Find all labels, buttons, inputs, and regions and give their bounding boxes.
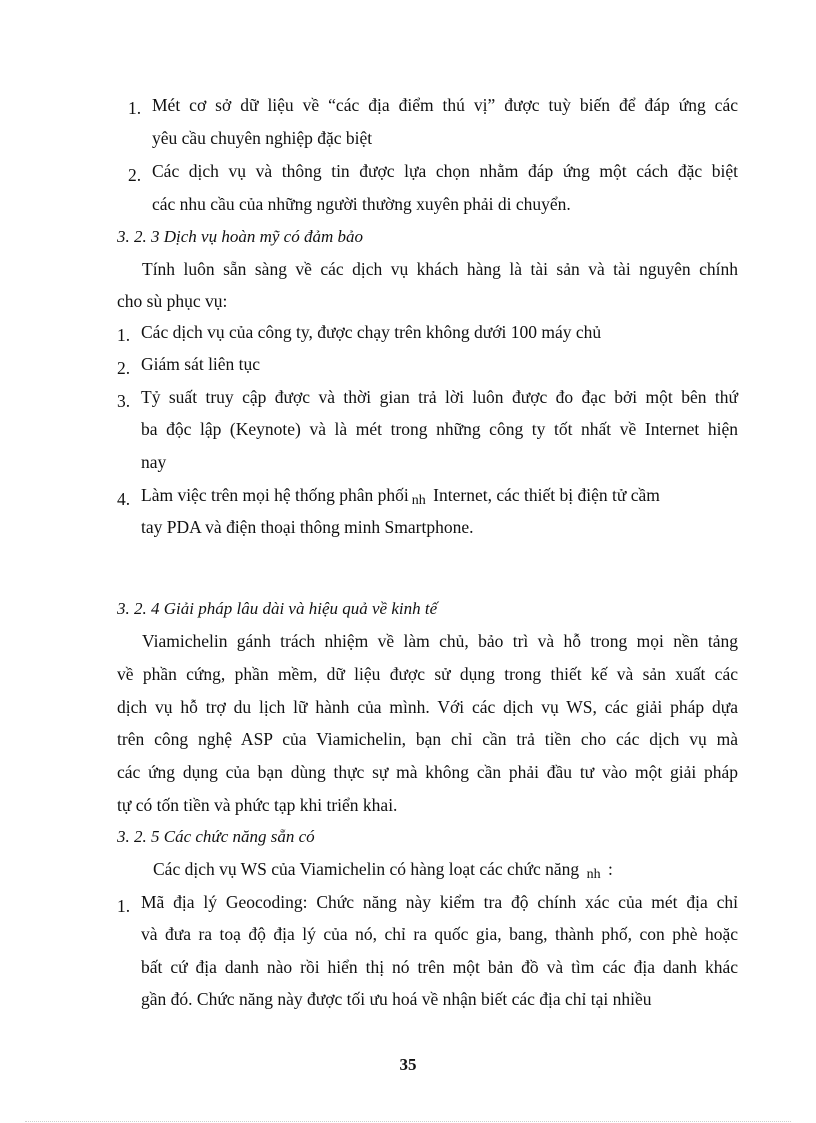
paragraph-line bbox=[153, 858, 613, 886]
paragraph-line: tự có tốn tiền và phức tạp khi triển khai. bbox=[117, 795, 398, 815]
list-item-text: các nhu cầu của những người thường xuyên phải di chuyển. bbox=[152, 194, 571, 214]
list-item-text: Các dịch vụ của công ty, được chạy trên không dưới 100 máy chủ bbox=[141, 322, 602, 342]
text-run: Các dịch vụ WS của Viamichelin có hàng loạt các chức năng bbox=[153, 859, 580, 879]
subscript-run: nh bbox=[411, 493, 426, 508]
paragraph-line: dịch vụ hỗ trợ du lịch lữ hành của mình. Với các dịch vụ WS, các giải pháp dựa bbox=[117, 697, 738, 717]
list-number: 1. bbox=[117, 325, 131, 345]
list-number: 3. bbox=[117, 391, 131, 411]
page-bottom-divider bbox=[25, 1121, 791, 1122]
text-run: Internet, các thiết bị điện tử cầm bbox=[433, 485, 660, 505]
list-number: 1. bbox=[128, 98, 142, 118]
list-item-text: Giám sát liên tục bbox=[141, 354, 261, 374]
paragraph-line: cho sù phục vụ: bbox=[117, 291, 228, 311]
list-item-text: gần đó. Chức năng này được tối ưu hoá về nhận biết các địa chỉ tại nhiều bbox=[141, 989, 652, 1009]
paragraph-line: Tính luôn sẵn sàng về các dịch vụ khách hàng là tài sản và tài nguyên chính bbox=[142, 259, 738, 279]
list-item-text bbox=[141, 484, 660, 512]
paragraph-line: các ứng dụng của bạn dùng thực sự mà không cần phải đầu tư vào một giải pháp bbox=[117, 762, 738, 782]
text-run: : bbox=[607, 859, 613, 879]
list-number: 2. bbox=[128, 165, 142, 185]
list-item-text: tay PDA và điện thoại thông minh Smartphone. bbox=[141, 517, 474, 537]
list-number: 4. bbox=[117, 489, 131, 509]
list-item-text: ba độc lập (Keynote) và là mét trong những công ty tốt nhất về Internet hiện bbox=[141, 419, 738, 439]
list-item-text: nay bbox=[141, 452, 167, 472]
list-number: 2. bbox=[117, 358, 131, 378]
paragraph-line: về phần cứng, phần mềm, dữ liệu được sử dụng trong thiết kế và sản xuất các bbox=[117, 664, 738, 684]
section-heading: 3. 2. 4 Giải pháp lâu dài và hiệu quả về kinh tế bbox=[117, 599, 438, 618]
paragraph-line: trên công nghệ ASP của Viamichelin, bạn chỉ cần trả tiền cho các dịch vụ mà bbox=[117, 729, 738, 749]
section-heading: 3. 2. 3 Dịch vụ hoàn mỹ có đảm bảo bbox=[117, 227, 363, 246]
text-run: Làm việc trên mọi hệ thống phân phối bbox=[141, 485, 409, 505]
section-heading: 3. 2. 5 Các chức năng sẵn có bbox=[117, 827, 315, 846]
page-number: 35 bbox=[399, 1055, 417, 1074]
paragraph-line: Viamichelin gánh trách nhiệm về làm chủ, bảo trì và hỗ trong mọi nền tảng bbox=[142, 631, 738, 651]
list-item-text: Mã địa lý Geocoding: Chức năng này kiểm tra độ chính xác của mét địa chỉ bbox=[141, 892, 738, 912]
list-item-text: bất cứ địa danh nào rồi hiển thị nó trên một bản đồ và tìm các địa danh khác bbox=[141, 957, 738, 977]
list-item-text: Mét cơ sở dữ liệu về “các địa điểm thú vị” được tuỳ biến để đáp ứng các bbox=[152, 95, 738, 115]
list-number: 1. bbox=[117, 896, 131, 916]
list-item-text: và đưa ra toạ độ địa lý của nó, chỉ ra quốc gia, bang, thành phố, con phè hoặc bbox=[141, 924, 738, 944]
list-item-text: Các dịch vụ và thông tin được lựa chọn nhằm đáp ứng một cách đặc biệt bbox=[152, 161, 738, 181]
list-item-text: yêu cầu chuyên nghiệp đặc biệt bbox=[152, 128, 373, 148]
list-item-text: Tỷ suất truy cập được và thời gian trả lời luôn được đo đạc bởi một bên thứ bbox=[141, 387, 738, 407]
subscript-run: nh bbox=[586, 867, 601, 882]
